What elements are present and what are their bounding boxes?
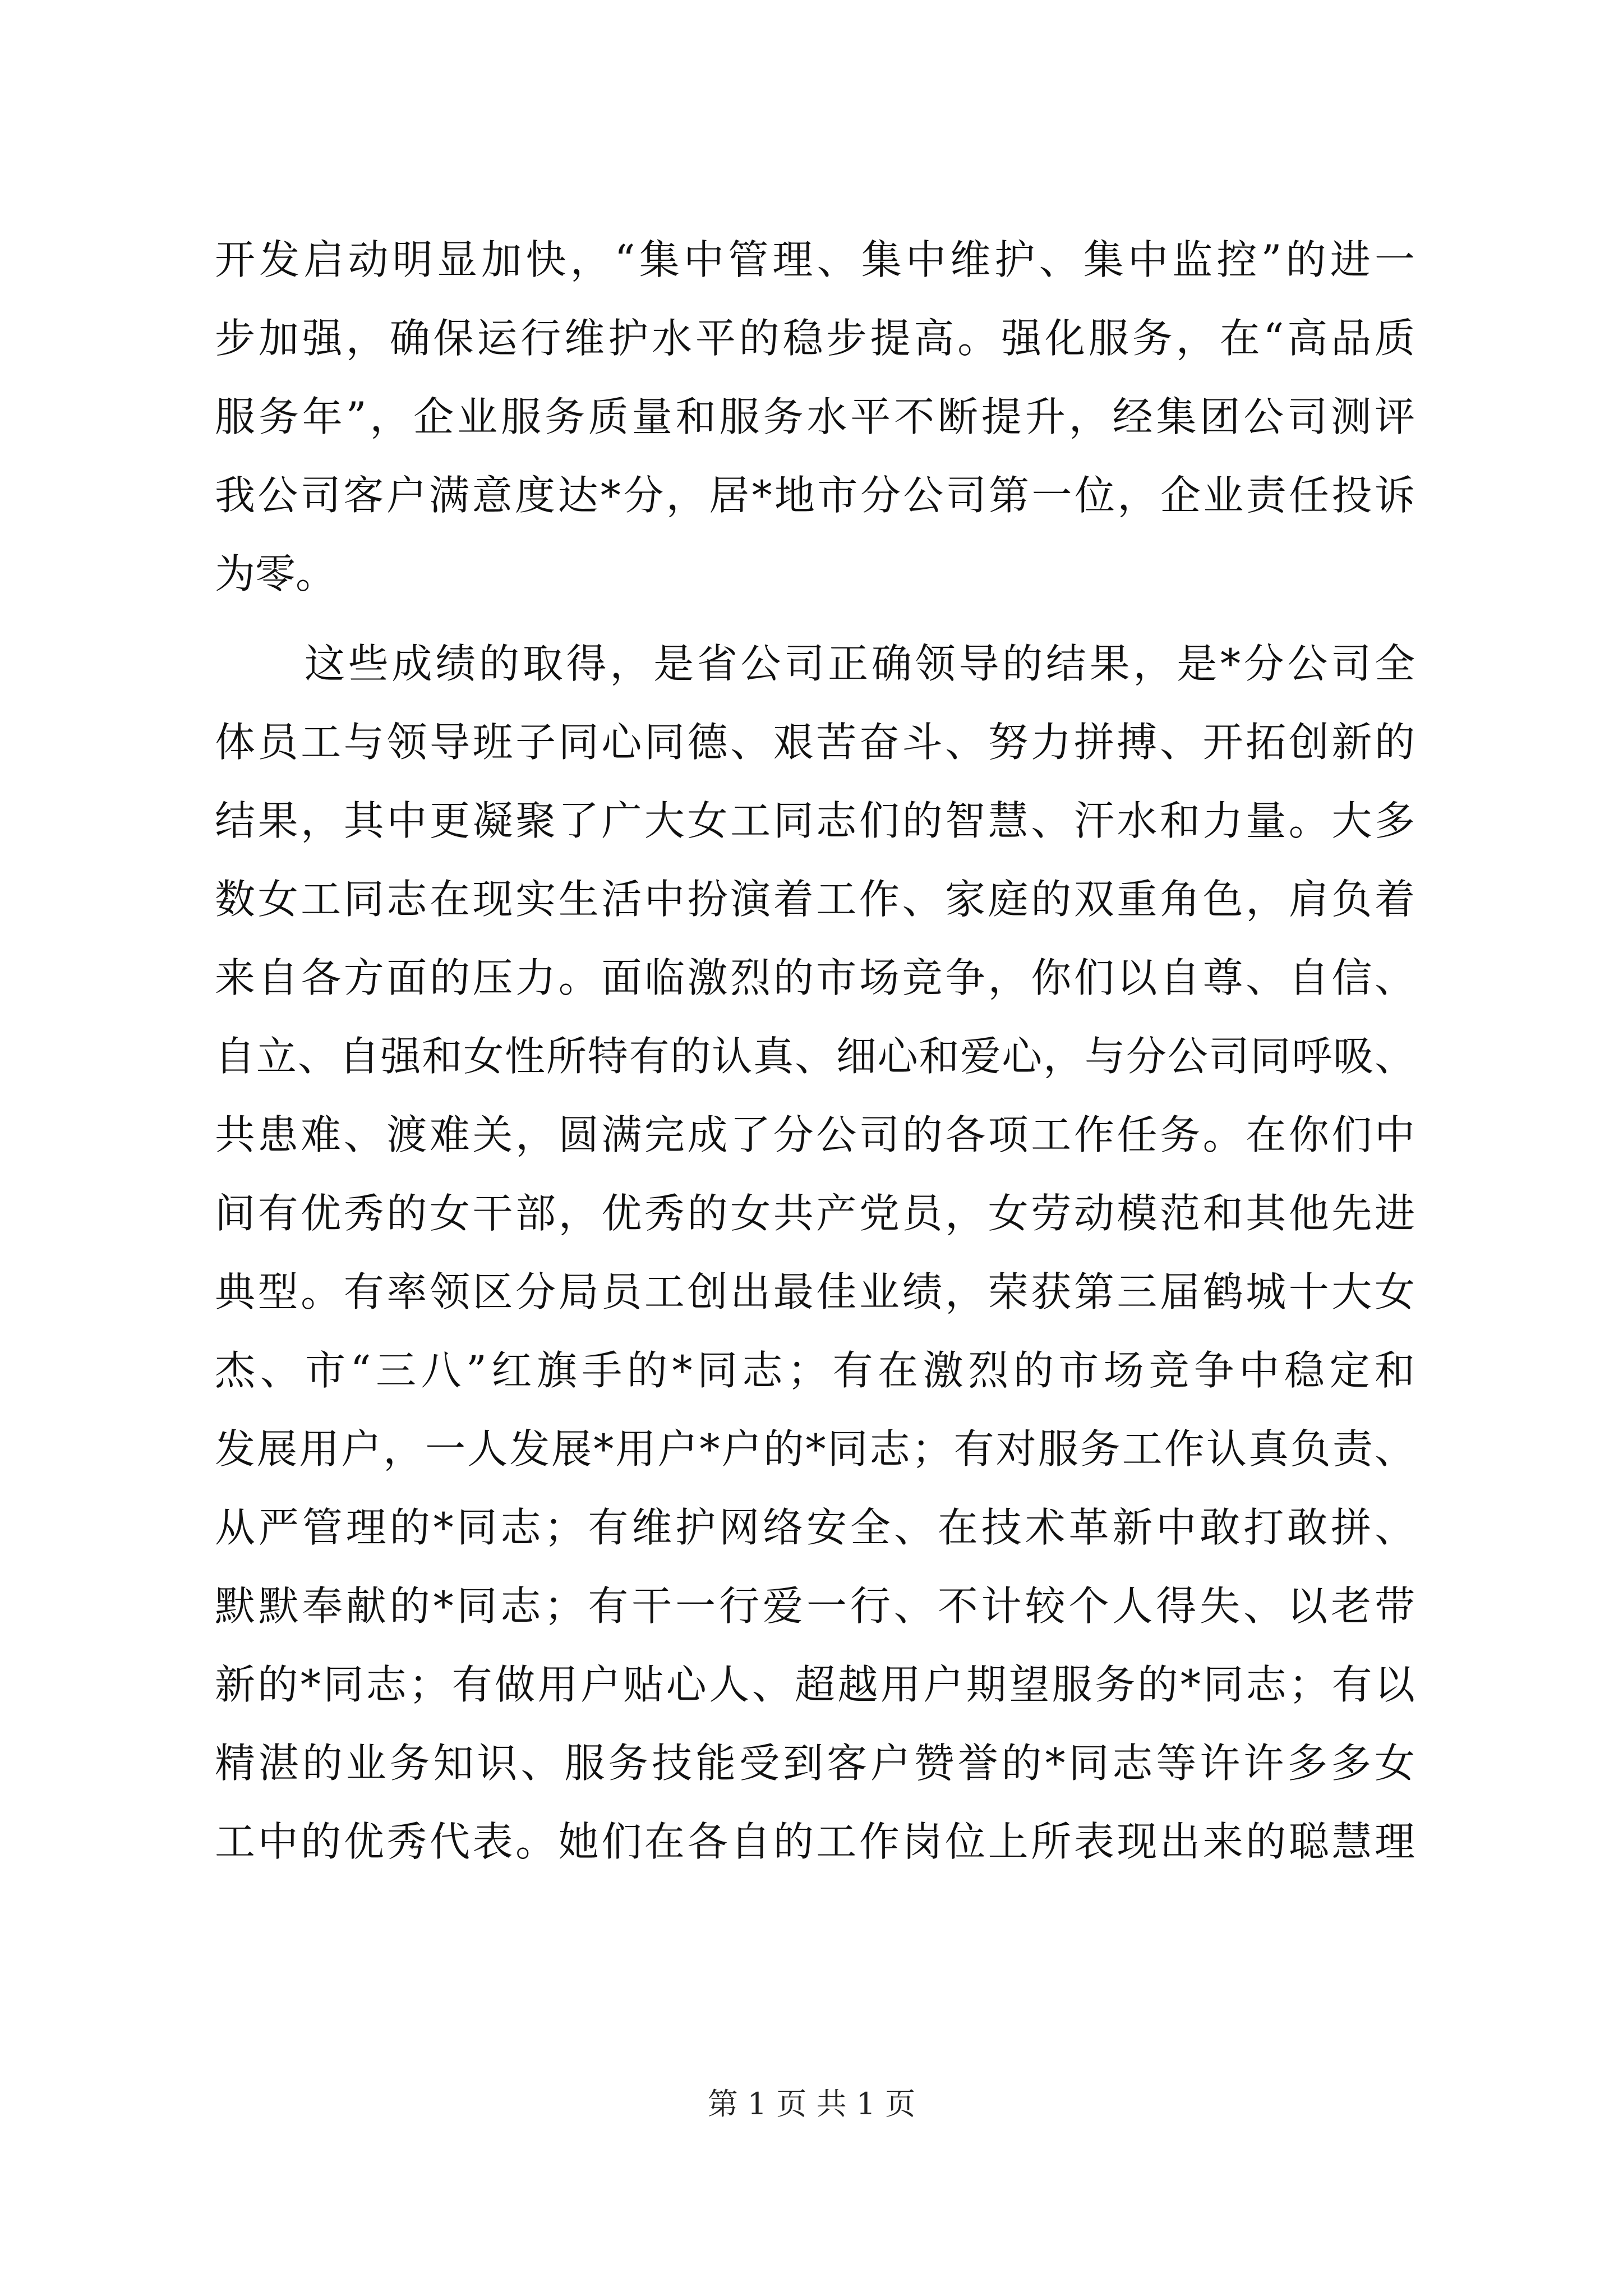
paragraph-line: 我公司客户满意度达*分，居*地市分公司第一位，企业责任投诉 <box>215 472 1415 519</box>
paragraph-line: 这些成绩的取得，是省公司正确领导的结果，是*分公司全 <box>305 640 1415 687</box>
paragraph-line: 服务年”，企业服务质量和服务水平不断提升，经集团公司测评 <box>215 393 1415 440</box>
paragraph-line: 发展用户，一人发展*用户*户的*同志；有对服务工作认真负责、 <box>215 1425 1415 1473</box>
paragraph-line: 间有优秀的女干部，优秀的女共产党员，女劳动模范和其他先进 <box>215 1190 1415 1237</box>
paragraph-line: 精湛的业务知识、服务技能受到客户赞誉的*同志等许许多多女 <box>215 1740 1415 1787</box>
paragraph-line: 默默奉献的*同志；有干一行爱一行、不计较个人得失、以老带 <box>215 1582 1415 1630</box>
paragraph-line: 步加强，确保运行维护水平的稳步提高。强化服务，在“高品质 <box>215 315 1415 362</box>
paragraph-line: 共患难、渡难关，圆满完成了分公司的各项工作任务。在你们中 <box>215 1111 1415 1158</box>
paragraph-line: 自立、自强和女性所特有的认真、细心和爱心，与分公司同呼吸、 <box>215 1033 1415 1080</box>
paragraph-line: 结果，其中更凝聚了广大女工同志们的智慧、汗水和力量。大多 <box>215 797 1415 844</box>
paragraph-line: 开发启动明显加快，“集中管理、集中维护、集中监控”的进一 <box>215 236 1415 283</box>
paragraph-line: 来自各方面的压力。面临激烈的市场竞争，你们以自尊、自信、 <box>215 954 1415 1001</box>
paragraph-line: 工中的优秀代表。她们在各自的工作岗位上所表现出来的聪慧理 <box>215 1818 1415 1865</box>
paragraph-line: 典型。有率领区分局员工创出最佳业绩，荣获第三届鹤城十大女 <box>215 1268 1415 1315</box>
paragraph-line: 杰、市“三八”红旗手的*同志；有在激烈的市场竞争中稳定和 <box>215 1347 1415 1394</box>
paragraph-line: 体员工与领导班子同心同德、艰苦奋斗、努力拼搏、开拓创新的 <box>215 719 1415 766</box>
paragraph-line: 新的*同志；有做用户贴心人、超越用户期望服务的*同志；有以 <box>215 1661 1415 1708</box>
page-footer: 第 1 页 共 1 页 <box>707 2086 916 2122</box>
paragraph-line: 数女工同志在现实生活中扮演着工作、家庭的双重角色，肩负着 <box>215 876 1415 923</box>
paragraph-line: 为零。 <box>215 550 336 597</box>
paragraph-line: 从严管理的*同志；有维护网络安全、在技术革新中敢打敢拼、 <box>215 1504 1415 1551</box>
